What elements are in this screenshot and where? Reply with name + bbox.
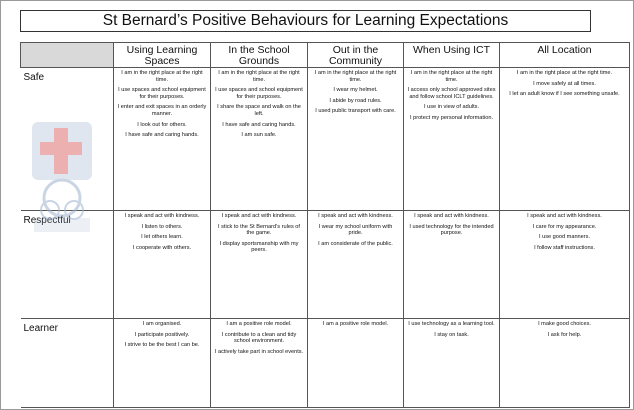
expectation-item: I use spaces and school equipment for their purposes. — [215, 87, 303, 100]
expectation-cell — [114, 211, 211, 319]
expectation-item: I share the space and walk on the left. — [217, 104, 301, 117]
expectation-cell — [404, 319, 500, 408]
row-label-safe: Safe — [21, 68, 114, 211]
row-label-learner: Learner — [21, 319, 114, 408]
column-header: All Location — [500, 43, 630, 68]
expectation-item: I am in the right place at the right time. — [121, 70, 203, 83]
expectation-item: I am organised. — [142, 321, 182, 327]
expectation-item: I speak and act with kindness. — [221, 213, 297, 219]
expectation-item: I am in the right place at the right time. — [218, 70, 300, 83]
expectation-cell — [500, 211, 630, 319]
expectation-item: I move safely at all times. — [533, 80, 596, 87]
expectation-item: I access only school approved sites and follow school ICLT guidelines. — [407, 87, 496, 100]
expectation-item: I strive to be the best I can be. — [124, 342, 200, 349]
expectation-item: I actively take part in school events. — [214, 348, 304, 355]
expectation-item: I wear my helmet. — [333, 87, 378, 94]
expectation-cell — [500, 319, 630, 408]
table-row — [21, 211, 630, 319]
expectation-item: I am in the right place at the right time. — [314, 70, 397, 83]
expectation-item: I speak and act with kindness. — [124, 213, 200, 219]
column-header: When Using ICT — [404, 43, 500, 68]
expectation-item: I speak and act with kindness. — [414, 213, 489, 219]
expectation-cell — [404, 211, 500, 319]
expectation-item: I participate positively. — [134, 331, 190, 338]
expectation-item: I abide by road rules. — [329, 97, 382, 104]
table-row — [21, 68, 630, 211]
expectation-item: I have safe and caring hands. — [125, 132, 199, 139]
expectation-item: I stick to the St Bernard’s rules of the game. — [218, 223, 300, 237]
expectation-item: I am considerate of the public. — [318, 240, 393, 247]
expectation-item: I wear my school uniform with pride. — [318, 223, 393, 237]
table-row — [21, 319, 630, 408]
expectation-item: I am in the right place at the right time. — [410, 70, 493, 83]
expectation-item: I ask for help. — [547, 331, 582, 338]
expectation-cell — [308, 68, 404, 211]
expectation-item: I am in the right place at the right time. — [516, 70, 613, 76]
expectation-cell — [404, 68, 500, 211]
expectation-item: I am a positive role model. — [226, 321, 292, 327]
expectation-item: I speak and act with kindness. — [318, 213, 393, 219]
school-crest-watermark-icon — [30, 118, 94, 236]
expectation-item: I follow staff instructions. — [534, 244, 595, 251]
expectation-cell — [500, 68, 630, 211]
expectation-item: I speak and act with kindness. — [527, 213, 602, 219]
expectation-item: I listen to others. — [141, 223, 183, 230]
expectation-item: I let an adult know if I see something unsafe. — [509, 91, 620, 98]
expectations-matrix — [20, 42, 630, 408]
expectation-item: I use good manners. — [539, 234, 590, 241]
header-corner — [21, 43, 114, 68]
expectation-cell — [308, 211, 404, 319]
expectation-cell — [114, 68, 211, 211]
expectation-cell — [308, 319, 404, 408]
header-row — [21, 43, 630, 68]
column-header: In the School Grounds — [211, 43, 308, 68]
expectation-item: I have safe and caring hands. — [222, 121, 296, 128]
expectation-item: I look out for others. — [137, 121, 187, 128]
expectation-item: I let others learn. — [141, 234, 183, 241]
expectation-item: I used public transport with care. — [315, 108, 396, 115]
expectation-item: I contribute to a clean and tidy school environment. — [221, 331, 297, 345]
expectation-cell — [211, 211, 308, 319]
expectation-item: I stay on task. — [434, 331, 469, 338]
expectation-item: I protect my personal information. — [409, 114, 493, 121]
expectation-item: I use spaces and school equipment for their purposes. — [118, 87, 206, 100]
column-header: Out in the Community — [308, 43, 404, 68]
page-title: St Bernard’s Positive Behaviours for Learning Expectations — [20, 10, 591, 32]
expectation-cell — [114, 319, 211, 408]
expectation-item: I used technology for the intended purpose. — [409, 223, 494, 237]
expectation-cell — [211, 68, 308, 211]
expectation-item: I use in view of adults. — [423, 104, 480, 111]
expectation-item: I make good choices. — [538, 321, 591, 327]
expectation-item: I care for my appearance. — [532, 223, 597, 230]
expectation-item: I am sun safe. — [241, 132, 277, 139]
expectation-item: I use technology as a learning tool. — [408, 321, 495, 327]
column-header: Using Learning Spaces — [114, 43, 211, 68]
row-label-respectful: Respectful — [21, 211, 114, 319]
expectation-item: I cooperate with others. — [132, 244, 192, 251]
expectation-cell — [211, 319, 308, 408]
expectation-item: I enter and exit spaces in an orderly manner. — [117, 104, 207, 117]
expectation-item: I am a positive role model. — [322, 321, 389, 327]
expectation-item: I display sportsmanship with my peers. — [219, 240, 299, 254]
